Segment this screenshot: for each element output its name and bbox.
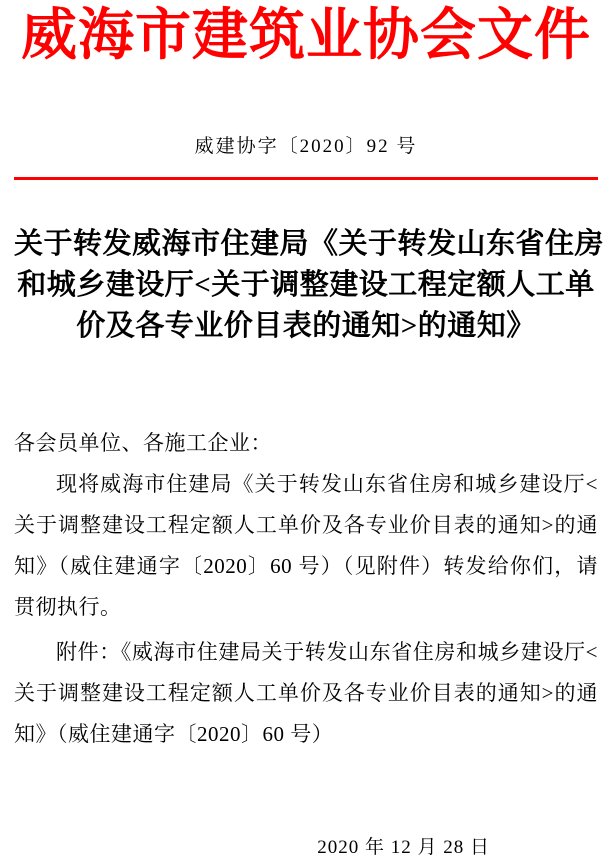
document-title [14,224,605,347]
body-paragraph: 现将威海市住建局《关于转发山东省住房和城乡建设厅<关于调整建设工程定额人工单价及各专业价目表的通知>的通知》（威住建通字〔2020〕60 号）（见附件）转发给你们，请贯彻执行。 [14,472,598,619]
agency-letterhead-title: 威海市建筑业协会文件 [21,5,591,67]
salutation-line: 各会员单位、各施工企业： [14,431,272,455]
document-title-line-3: 价及各专业价目表的通知>的通知》 [76,310,536,342]
red-divider-line [14,177,598,180]
document-reference-number: 威建协字〔2020〕92 号 [194,136,418,157]
document-title-line-2: 和城乡建设厅<关于调整建设工程定额人工单 [17,269,595,301]
document-date: 2020 年 12 月 28 日 [317,837,490,858]
attachment-paragraph: 附件：《威海市住建局关于转发山东省住房和城乡建设厅<关于调整建设工程定额人工单价及各专业价目表的通知>的通知》（威住建通字〔2020〕60 号） [14,640,598,746]
document-title-line-1: 关于转发威海市住建局《关于转发山东省住房 [14,228,605,260]
